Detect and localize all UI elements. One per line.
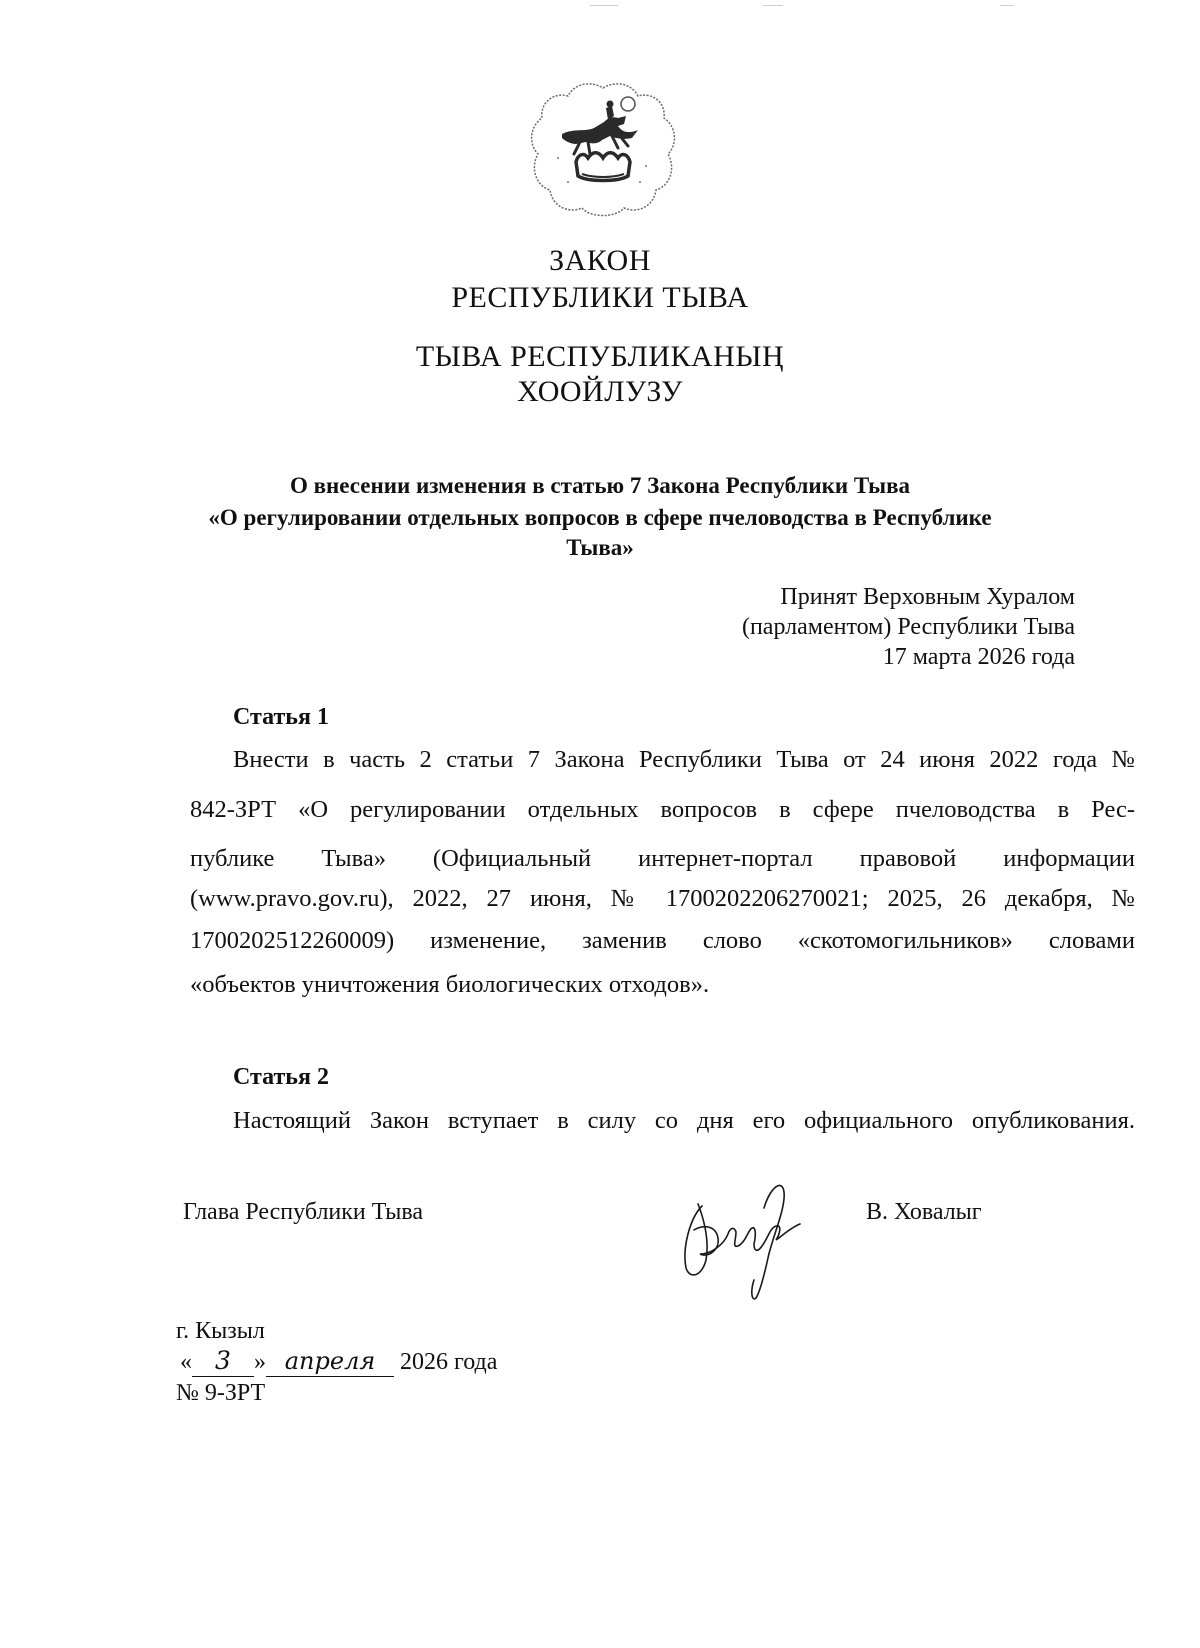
scan-artifact: [1000, 5, 1014, 6]
signatory-name: В. Ховалыг: [866, 1199, 982, 1225]
tuvan-heading: ТЫВА РЕСПУБЛИКАНЫҢ: [415, 340, 785, 373]
republic-heading: РЕСПУБЛИКИ ТЫВА: [451, 281, 749, 314]
law-heading: ЗАКОН: [549, 244, 651, 277]
article-1-text-line: (www.pravo.gov.ru), 2022, 27 июня, № 1700202206270021; 2025, 26 декабря, №: [190, 885, 1135, 912]
article-2-heading: Статья 2: [233, 1064, 329, 1090]
date-year: 2026 года: [400, 1349, 498, 1375]
date-close-quote: »: [254, 1349, 266, 1375]
article-1-text-line: 1700202512260009) изменение, заменив слово «скотомогильников» словами: [190, 927, 1135, 954]
law-title-line: Тыва»: [566, 535, 634, 560]
article-1-text-line: «объектов уничтожения биологических отходов».: [190, 971, 710, 998]
tuvan-law-heading: ХООЙЛУЗУ: [517, 375, 683, 408]
handwritten-signature: [672, 1168, 812, 1303]
article-1-text-line: публике Тыва» (Официальный интернет-портал правовой информации: [190, 845, 1135, 872]
adoption-line: (парламентом) Республики Тыва: [741, 614, 1075, 640]
article-1-text-line: Внести в часть 2 статьи 7 Закона Республики Тыва от 24 июня 2022 года №: [233, 746, 1135, 773]
law-title-line: «О регулировании отдельных вопросов в сфере пчеловодства в Республике: [208, 505, 992, 530]
adoption-line: Принят Верховным Хуралом: [780, 584, 1075, 610]
article-1-text-line: 842-ЗРТ «О регулировании отдельных вопросов в сфере пчеловодства в Рес-: [190, 796, 1135, 823]
city: г. Кызыл: [176, 1318, 265, 1344]
date-open-quote: «: [180, 1349, 192, 1375]
law-title-line: О внесении изменения в статью 7 Закона Республики Тыва: [289, 473, 910, 498]
signing-date: [180, 1346, 497, 1377]
article-2-text: Настоящий Закон вступает в силу со дня его официального опубликования.: [233, 1107, 1135, 1134]
date-day-handwritten: 3: [192, 1346, 254, 1377]
law-number: № 9-ЗРТ: [176, 1380, 266, 1406]
scan-artifact: [763, 5, 783, 6]
signatory-position: Глава Республики Тыва: [183, 1199, 424, 1225]
article-1-heading: Статья 1: [233, 704, 329, 730]
scan-artifact: [590, 5, 618, 6]
date-month-handwritten: апреля: [266, 1346, 394, 1377]
coat-of-arms-emblem: [528, 78, 678, 218]
adoption-date: 17 марта 2026 года: [882, 644, 1075, 670]
